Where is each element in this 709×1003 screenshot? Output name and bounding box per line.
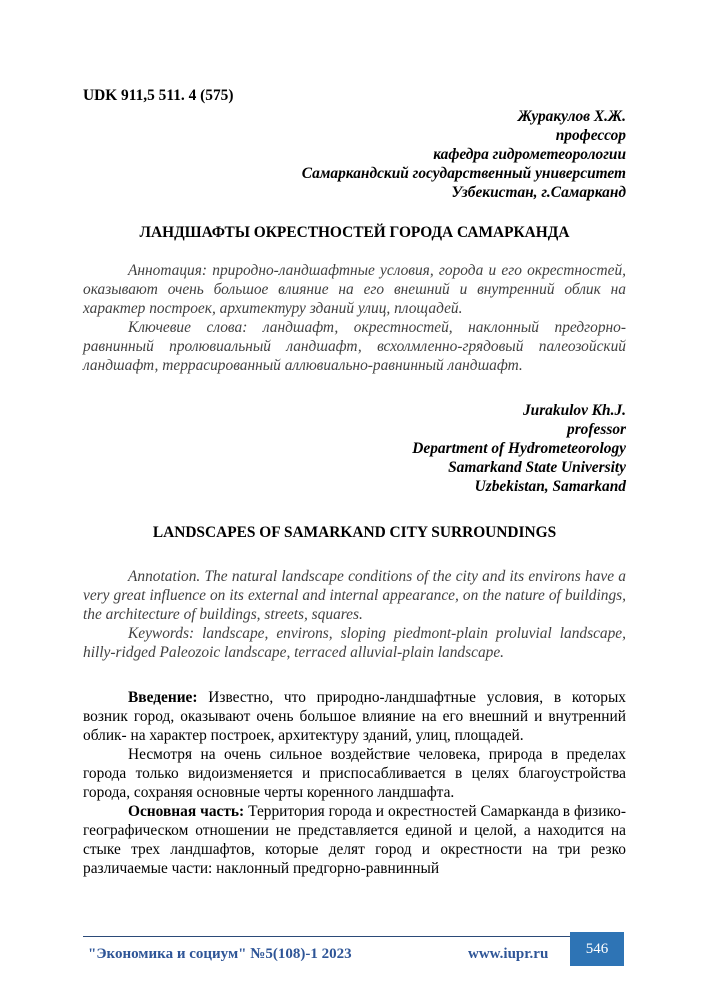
ru-author-position: профессор [555,127,626,144]
spacer [83,662,626,688]
page-number: 546 [585,940,609,957]
intro-text: Известно, что природно-ландшафтные условия, в которых возник город, оказывают очень большое влияние на его внешний и внутренний облик- на характер построек, архитектуру зданий, улиц, площадей. [83,689,626,744]
en-author-university: Samarkand State University [448,459,626,476]
article-page [83,86,626,878]
ru-author-university: Самаркандский государственный университет [301,165,626,182]
footer-website-link[interactable]: www.iupr.ru [468,946,549,962]
intro-heading: Введение: [128,689,198,706]
body-paragraph-main [83,802,626,878]
en-author-position: professor [567,421,626,438]
ru-author-department: кафедра гидрометеорологии [433,146,626,163]
main-heading: Основная часть: [128,803,245,820]
body-paragraph-2: Несмотря на очень сильное воздействие человека, природа в пределах города только видоизменяется и приспосабливается в целях благоустройства города, сохраняя основные черты коренного ландшафта. [83,746,626,801]
page-number-badge [570,932,624,966]
en-author-department: Department of Hydrometeorology [412,440,626,457]
body-paragraph-intro [83,688,626,745]
en-author-location: Uzbekistan, Samarkand [474,478,626,495]
ru-author-name: Журакулов Х.Ж. [517,108,626,125]
footer-divider [83,936,571,937]
footer-journal-name: "Экономика и социум" №5(108)-1 2023 [88,946,352,962]
ru-keywords: Ключевие слова: ландшафт, окрестностей, наклонный предгорно-равнинный пролювиальный ландшафт, всхолмленно-грядовый палеозойский ландшафт, террасированный аллювиально-равнинный ландшафт. [83,319,626,374]
en-keywords: Keywords: landscape, environs, sloping piedmont-plain proluvial landscape, hilly-ridged Paleozoic landscape, terraced alluvial-plain landscape. [83,625,626,661]
en-annotation: Annotation. The natural landscape conditions of the city and its environs have a very great influence on its external and internal appearance, on the nature of buildings, the architecture of buildings, streets, squares. [83,568,626,623]
ru-author-block [83,107,626,202]
ru-annotation: Аннотация: природно-ландшафтные условия, города и его окрестностей, оказывают очень большое влияние на его внешний и внутренний облик на характер построек, архитектуру зданий улиц, площадей. [83,262,626,317]
main-text: Территория города и окрестностей Самарканда в физико-географическом отношении не представляется единой и целой, а находится на стыке трех ландшафтов, которые делят город и окрестности на три резко различаемые части: наклонный предгорно-равнинный [83,803,627,877]
en-author-name: Jurakulov Kh.J. [522,402,626,419]
udk-code: UDK 911,5 511. 4 (575) [83,87,234,104]
ru-article-title: ЛАНДШАФТЫ ОКРЕСТНОСТЕЙ ГОРОДА САМАРКАНДА [139,224,570,241]
en-article-title: LANDSCAPES OF SAMARKAND CITY SURROUNDINGS [152,524,557,541]
ru-author-location: Узбекистан, г.Самарканд [451,184,626,201]
en-author-block [83,401,626,496]
